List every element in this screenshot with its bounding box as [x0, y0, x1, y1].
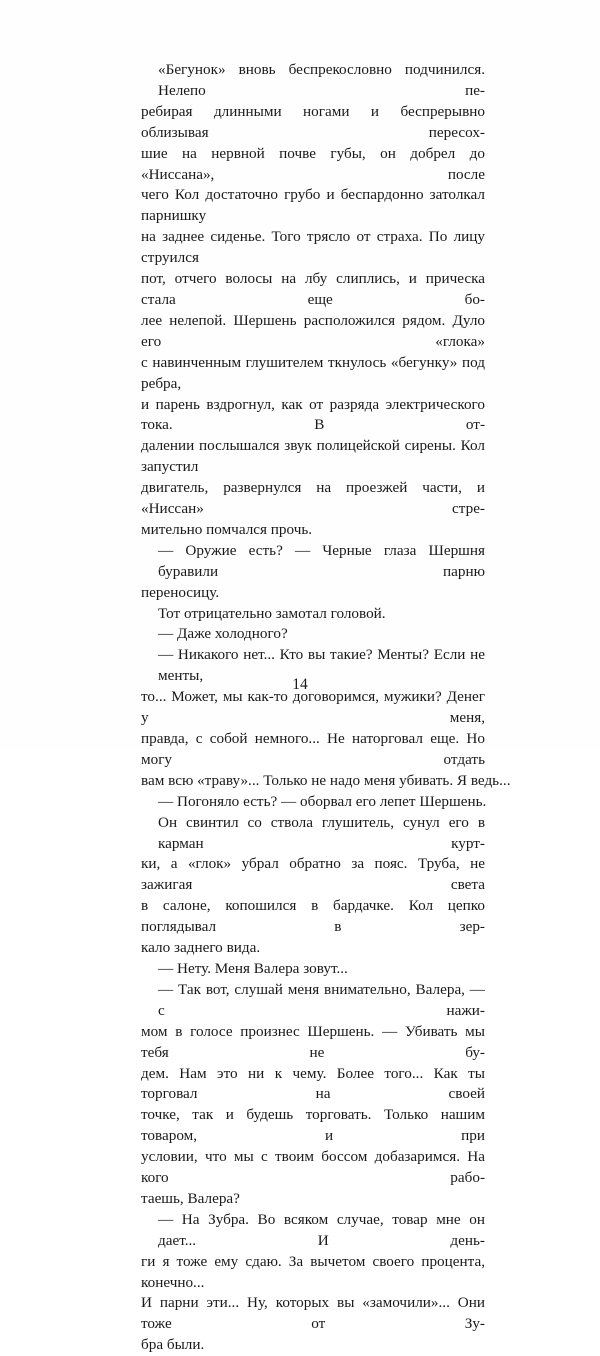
text-line: ки, а «глок» убрал обратно за пояс. Труба, не зажигая света	[141, 855, 485, 894]
text-line: ги я тоже ему сдаю. За вычетом своего процента, конечно...	[141, 1252, 485, 1291]
text-line: дем. Нам это ни к чему. Более того... Как ты торговал на своей	[141, 1064, 485, 1103]
text-line: мом в голосе произнес Шершень. — Убивать мы тебя не бу-	[141, 1022, 485, 1061]
text-line: лее нелепой. Шершень расположился рядом. Дуло его «глока»	[141, 311, 485, 350]
text-line: «Бегунок» вновь беспрекословно подчинился. Нелепо пе-	[158, 61, 485, 99]
text-line: кало заднего вида.	[141, 939, 261, 957]
text-line: Тот отрицательно замотал головой.	[158, 604, 386, 622]
text-line: чего Кол достаточно грубо и беспардонно затолкал парнишку	[141, 186, 485, 225]
text-line: таешь, Валера?	[141, 1189, 240, 1207]
text-line: И парни эти... Ну, которых вы «замочили»... Они тоже от Зу-	[141, 1294, 485, 1333]
text-line: — Нету. Меня Валера зовут...	[158, 959, 348, 977]
text-line: пот, отчего волосы на лбу слиплись, и прическа стала еще бо-	[141, 270, 485, 308]
text-line: правда, с собой немного... Не наторговал еще. Но могу отдать	[141, 730, 485, 768]
text-line: — Оружие есть? — Черные глаза Шершня буравили парню	[158, 541, 485, 580]
text-line: Он свинтил со ствола глушитель, сунул его в карман курт-	[158, 813, 485, 852]
text-line: переносицу.	[141, 583, 220, 601]
text-line: точке, так и будешь торговать. Только нашим товаром, и при	[141, 1106, 485, 1145]
text-line: вам всю «траву»... Только не надо меня убивать. Я ведь...	[141, 771, 511, 789]
page-text	[141, 60, 511, 1356]
text-line: двигатель, развернулся на проезжей части, и «Ниссан» стре-	[141, 479, 485, 518]
text-line: на заднее сиденье. Того трясло от страха. По лицу струился	[141, 228, 485, 267]
text-line: то... Может, мы как-то договоримся, мужики? Денег у меня,	[141, 688, 485, 727]
text-line: — Никакого нет... Кто вы такие? Менты? Если не менты,	[158, 646, 485, 685]
text-line: условии, что мы с твоим боссом добазаримся. На кого рабо-	[141, 1148, 485, 1187]
page-number: 14	[292, 676, 308, 693]
text-line: и парень вздрогнул, как от разряда электрического тока. В от-	[141, 395, 485, 434]
text-line: бра были.	[141, 1336, 205, 1354]
text-line: далении послышался звук полицейской сирены. Кол запустил	[141, 437, 485, 476]
text-line: — Погоняло есть? — оборвал его лепет Шершень.	[158, 792, 487, 810]
text-line: с навинченным глушителем ткнулось «бегунку» под ребра,	[141, 353, 485, 392]
text-line: ребирая длинными ногами и беспрерывно облизывая пересох-	[141, 102, 485, 141]
text-line: в салоне, копошился в бардачке. Кол цепко поглядывал в зер-	[141, 897, 485, 936]
text-line: шие на нервной почве губы, он добрел до «Ниссана», после	[141, 144, 485, 183]
text-line: — Так вот, слушай меня внимательно, Валера, — с нажи-	[158, 980, 485, 1019]
text-line: мительно помчался прочь.	[141, 520, 313, 538]
text-line: — Даже холодного?	[158, 625, 288, 643]
text-line: — На Зубра. Во всяком случае, товар мне он дает... И день-	[158, 1210, 485, 1249]
